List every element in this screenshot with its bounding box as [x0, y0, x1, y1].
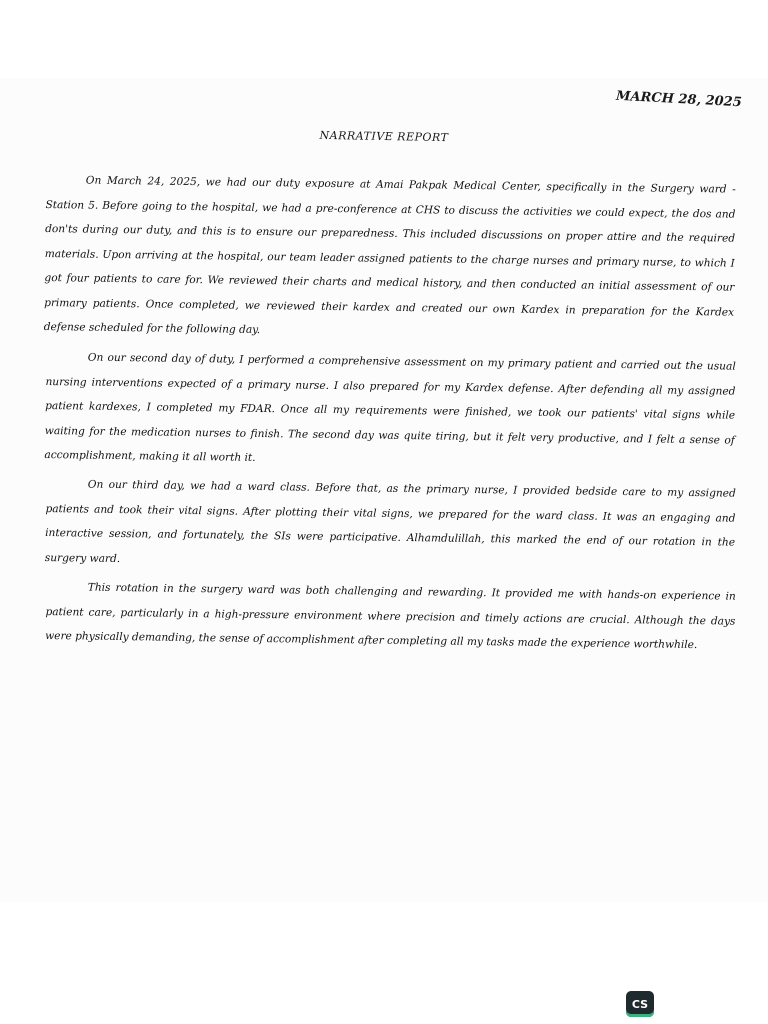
- paragraph-2: On our second day of duty, I performed a comprehensive assessment on my primary patient and carried out the usual nursing interventions expected of a primary nurse. I also prepared for my Kardex defense. After defending all my assigned patient kardexes, I completed my FDAR. Once all my requirements were finished, we took our patients' vital signs while waiting for the medication nurses to finish. The second day was quite tiring, but it felt very productive, and I felt a sense of accomplishment, making it all worth it.: [44, 351, 736, 464]
- paragraph-1: On March 24, 2025, we had our duty exposure at Amai Pakpak Medical Center, specifically in the Surgery ward - Station 5. Before going to the hospital, we had a pre-conference at CHS to discuss the activities we could expect, the dos and don'ts during our duty, and this is to ensure our preparedness. This included discussions on proper attire and the required materials. Upon arriving at the hospital, our team leader assigned patients to the charge nurses and primary nurse, to which I got four patients to care for. We reviewed their charts and medical history, and then conducted an initial assessment of our primary patients. Once completed, we reviewed their kardex and created our own Kardex in preparation for the Kardex defense scheduled for the following day.: [43, 174, 736, 337]
- paragraph-3: On our third day, we had a ward class. Before that, as the primary nurse, I provided bedside care to my assigned patients and took their vital signs. After plotting their vital signs, we prepared for the ward class. It was an engaging and interactive session, and fortunately, the SIs were participative. Alhamdulillah, this marked the end of our rotation in the surgery ward.: [44, 478, 736, 565]
- report-body: [43, 168, 736, 654]
- document-page: [0, 78, 768, 902]
- report-date: MARCH 28, 2025: [615, 88, 743, 111]
- paragraph-4: This rotation in the surgery ward was both challenging and rewarding. It provided me with hands-on experience in patient care, particularly in a high-pressure environment where precision and timely actions are crucial. Although the days were physically demanding, the sense of accomplishment after completing all my tasks made the experience worthwhile.: [45, 581, 736, 652]
- camscanner-logo-badge: CS: [626, 991, 654, 1017]
- report-title: NARRATIVE REPORT: [319, 128, 449, 145]
